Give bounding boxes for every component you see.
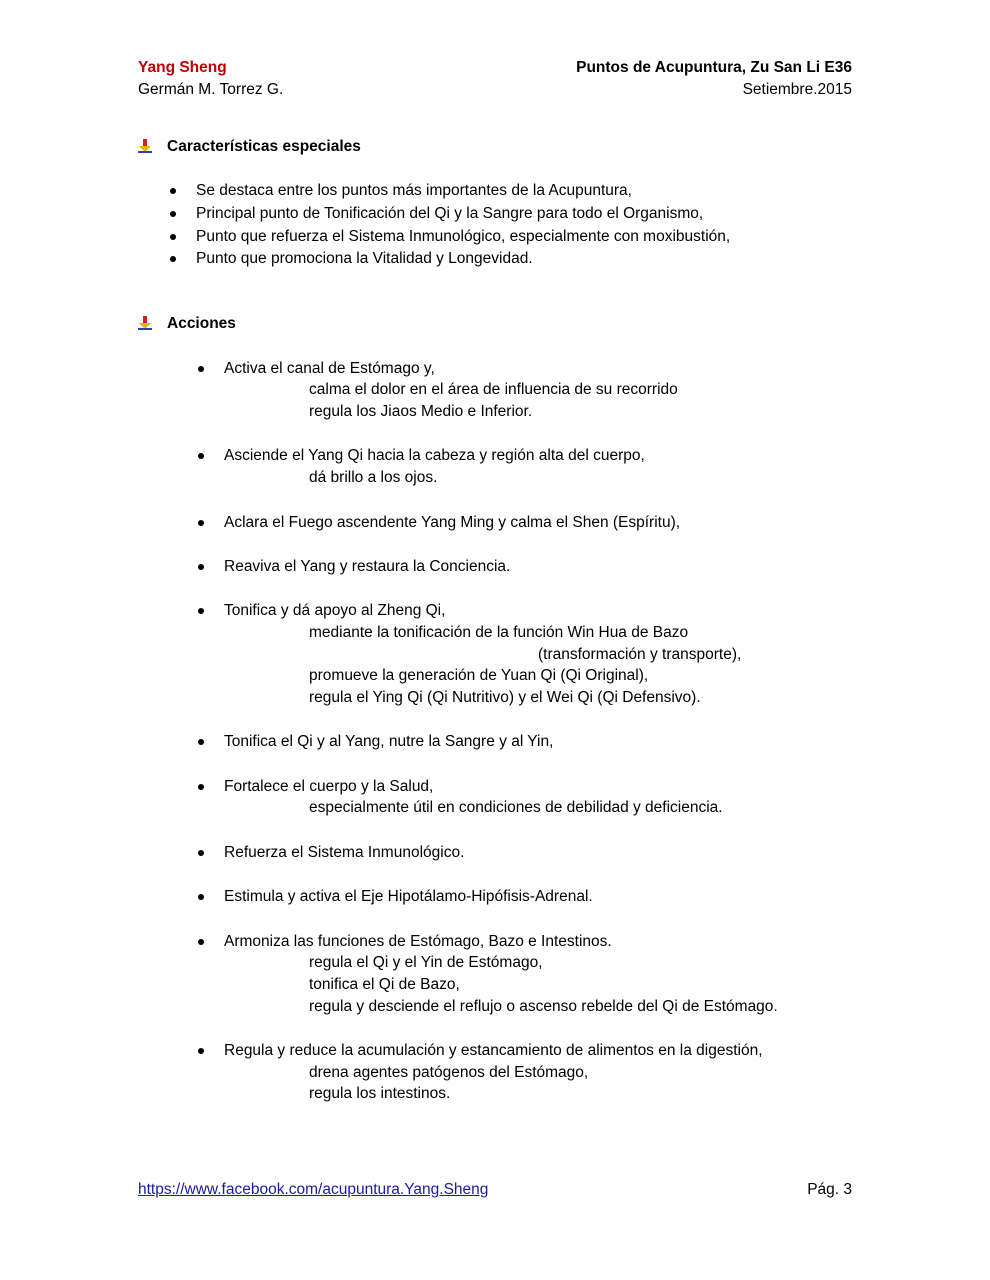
bullet-dot bbox=[170, 234, 176, 240]
bullet-dot bbox=[198, 739, 204, 745]
action-subline: tonifica el Qi de Bazo, bbox=[309, 976, 460, 993]
bullet-dot bbox=[198, 894, 204, 900]
action-subline: calma el dolor en el área de influencia de su recorrido bbox=[309, 381, 678, 398]
section-bullet-icon bbox=[137, 315, 153, 331]
section-title-caracteristicas: Características especiales bbox=[167, 138, 361, 155]
action-item: Tonifica y dá apoyo al Zheng Qi, bbox=[224, 602, 446, 619]
action-subline: regula el Ying Qi (Qi Nutritivo) y el Wei Qi (Qi Defensivo). bbox=[309, 689, 701, 706]
bullet-dot bbox=[198, 366, 204, 372]
list-item: Principal punto de Tonificación del Qi y la Sangre para todo el Organismo, bbox=[196, 205, 704, 222]
action-subline: (transformación y transporte), bbox=[538, 646, 742, 663]
list-item: Se destaca entre los puntos más importantes de la Acupuntura, bbox=[196, 182, 632, 199]
action-subline: dá brillo a los ojos. bbox=[309, 469, 438, 486]
action-item: Refuerza el Sistema Inmunológico. bbox=[224, 844, 465, 861]
bullet-dot bbox=[198, 784, 204, 790]
action-item: Armoniza las funciones de Estómago, Bazo e Intestinos. bbox=[224, 933, 612, 950]
action-subline: regula los Jiaos Medio e Inferior. bbox=[309, 403, 533, 420]
bullet-dot bbox=[198, 850, 204, 856]
action-subline: especialmente útil en condiciones de debilidad y deficiencia. bbox=[309, 799, 723, 816]
action-item: Asciende el Yang Qi hacia la cabeza y región alta del cuerpo, bbox=[224, 447, 645, 464]
bullet-dot bbox=[170, 188, 176, 194]
header-brand: Yang Sheng bbox=[138, 59, 227, 76]
header-author: Germán M. Torrez G. bbox=[138, 81, 284, 98]
bullet-dot bbox=[170, 256, 176, 262]
action-item: Estimula y activa el Eje Hipotálamo-Hipófisis-Adrenal. bbox=[224, 888, 593, 905]
footer-facebook-link[interactable]: https://www.facebook.com/acupuntura.Yang.Sheng bbox=[138, 1181, 489, 1198]
action-subline: promueve la generación de Yuan Qi (Qi Original), bbox=[309, 667, 649, 684]
action-item: Aclara el Fuego ascendente Yang Ming y calma el Shen (Espíritu), bbox=[224, 514, 681, 531]
header-date: Setiembre.2015 bbox=[742, 81, 852, 98]
header-doc-title: Puntos de Acupuntura, Zu San Li E36 bbox=[576, 59, 852, 76]
action-item: Activa el canal de Estómago y, bbox=[224, 360, 435, 377]
bullet-dot bbox=[198, 453, 204, 459]
bullet-dot bbox=[170, 211, 176, 217]
bullet-dot bbox=[198, 520, 204, 526]
section-title-acciones: Acciones bbox=[167, 315, 236, 332]
action-subline: regula y desciende el reflujo o ascenso rebelde del Qi de Estómago. bbox=[309, 998, 778, 1015]
action-subline: regula los intestinos. bbox=[309, 1085, 451, 1102]
page-number: Pág. 3 bbox=[807, 1181, 852, 1198]
action-subline: regula el Qi y el Yin de Estómago, bbox=[309, 954, 543, 971]
list-item: Punto que promociona la Vitalidad y Longevidad. bbox=[196, 250, 533, 267]
action-item: Reaviva el Yang y restaura la Conciencia. bbox=[224, 558, 511, 575]
bullet-dot bbox=[198, 564, 204, 570]
action-item: Regula y reduce la acumulación y estancamiento de alimentos en la digestión, bbox=[224, 1042, 763, 1059]
action-item: Tonifica el Qi y al Yang, nutre la Sangre y al Yin, bbox=[224, 733, 554, 750]
action-subline: mediante la tonificación de la función Win Hua de Bazo bbox=[309, 624, 689, 641]
list-item: Punto que refuerza el Sistema Inmunológico, especialmente con moxibustión, bbox=[196, 228, 731, 245]
bullet-dot bbox=[198, 608, 204, 614]
section-bullet-icon bbox=[137, 138, 153, 154]
action-subline: drena agentes patógenos del Estómago, bbox=[309, 1064, 589, 1081]
bullet-dot bbox=[198, 1048, 204, 1054]
action-item: Fortalece el cuerpo y la Salud, bbox=[224, 778, 434, 795]
bullet-dot bbox=[198, 939, 204, 945]
